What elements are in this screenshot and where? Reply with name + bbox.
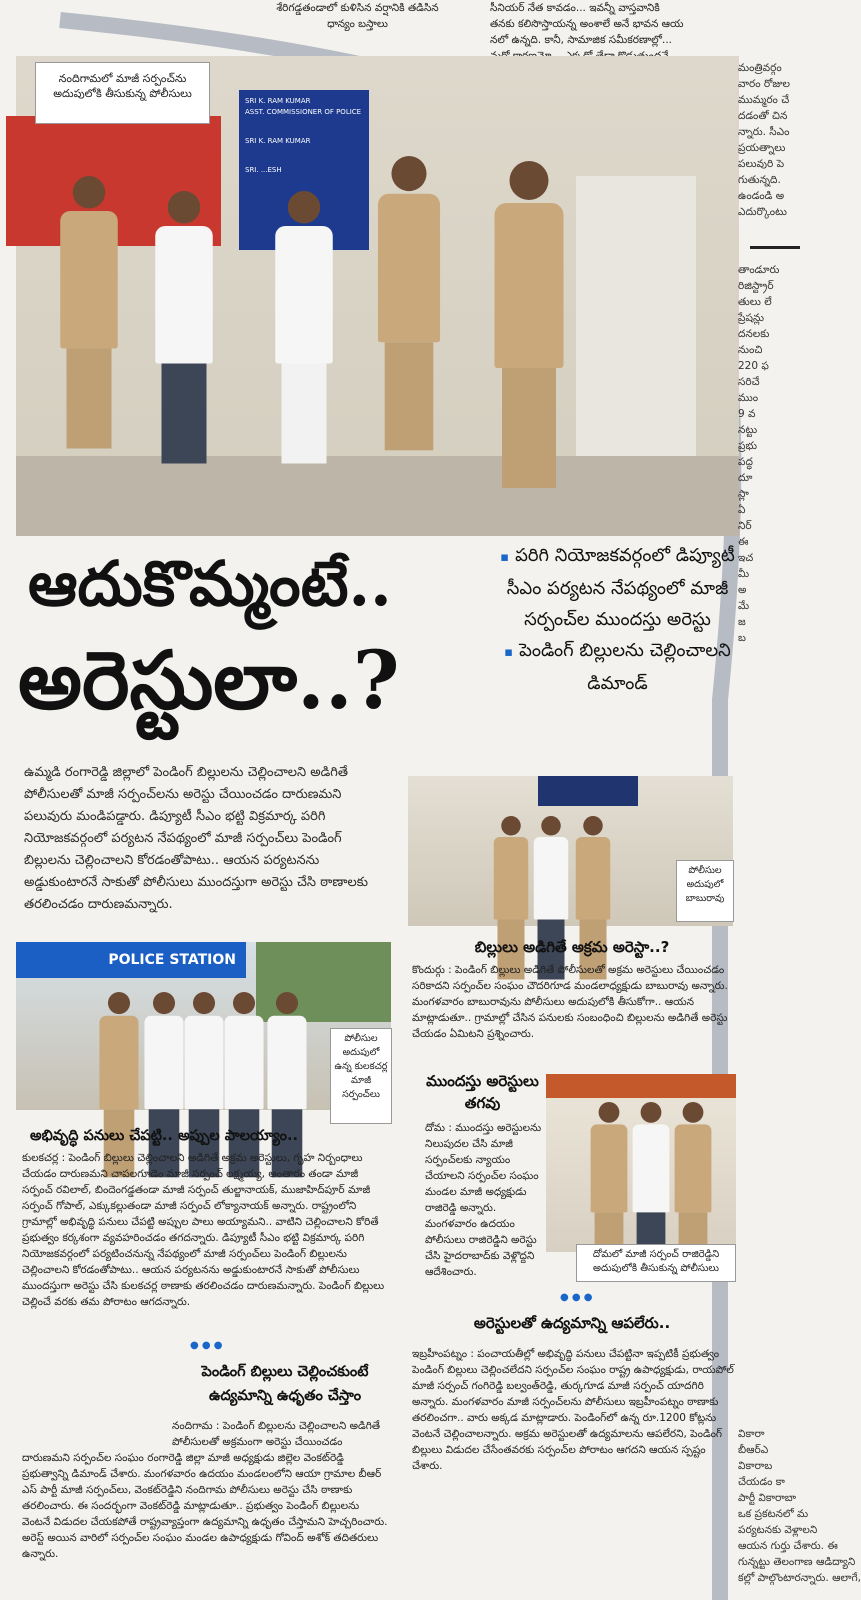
floor (16, 456, 739, 536)
person-white-shirt-2 (275, 191, 333, 464)
nandigama-body (22, 1368, 390, 1562)
highlights (500, 540, 735, 699)
name-board: SRI K. RAM KUMAR ASST. COMMISSIONER OF POLICE SRI K. RAM KUMAR SRI. ...ESH (239, 90, 369, 250)
main-photo (16, 56, 739, 536)
right-column-top (738, 60, 800, 220)
doma-body: దోమ : ముందస్తు అరెస్టులను నిలుపుదల చేసి మాజీ సర్పంచ్‌లకు న్యాయం చేయాలని సర్పంచ్‌ల సంఘం మండల మాజీ అధ్యక్షుడు రాజిరెడ్డి అన్నారు. మంగళవారం ఉదయం పోలీసులు రాజిరెడ్డిని అరెస్టు చేసి హైదరాబాద్‌కు వెళ్లొద్దని ఆదేశించారు. (425, 1122, 542, 1278)
right-column-line: నుంచి (738, 344, 763, 356)
right-column-line: చేయడం కా (738, 1476, 785, 1488)
right-column-line: వికారాబ (738, 1460, 773, 1472)
right-column-line: తులు లే (738, 296, 772, 308)
right-column-line: ప్రేషన్లు (738, 312, 764, 324)
right-column-line: మంత్రివర్గం (738, 62, 782, 74)
right-column-line: పద్ధ (738, 456, 753, 468)
headline-line-1: ఆదుకొమ్మంటే.. (28, 547, 392, 620)
lead-paragraph: ఉమ్మడి రంగారెడ్డి జిల్లాలో పెండింగ్ బిల్లులను చెల్లించాలని అడిగితే పోలీసులతో మాజీ సర్పంచ్‌లను అరెస్టు చేయించడం దారుణమని పలువురు మండిపడ్డారు. డిప్యూటీ సీఎం భట్టి విక్రమార్క పరిగి నియోజకవర్గంలో పర్యటన నేపథ్యంలో మాజీ సర్పంచ్‌లు పెండింగ్ బిల్లులను చెల్లించాలని కోరడంతోపాటు.. ఆయన పర్యటనను అడ్డుకుంటారనే సాకుతో పోలీసులు ముందస్తుగా అరెస్టు చేసి ఠాణాలకు తరలించడం దారుణమన్నారు. (24, 765, 368, 912)
dots-divider: ● ● ● (560, 1292, 593, 1303)
right-column-line: ఈ (738, 536, 749, 548)
right-column-line: న్నారు. సీఎం (738, 126, 790, 138)
right-column-line: ప్రయత్నాలు (738, 142, 786, 154)
right-column-line: పలువురి పె (738, 158, 785, 170)
top-right-line: నలో ఉన్నది. కానీ, సామాజిక సమీకరణాల్లో... (490, 34, 673, 46)
dots-divider: ● ● ● (190, 1340, 223, 1351)
right-column-line: తాండూరు (738, 264, 780, 276)
right-column-line: ఇచ (738, 552, 754, 564)
person-white-shirt-1 (155, 191, 213, 464)
highlight-1: ▪ పరిగి నియోజకవర్గంలో డిప్యూటీ సీఎం పర్యటన నేపథ్యంలో మాజీ సర్పంచ్‌ల ముందస్తు అరెస్టు (500, 545, 735, 630)
right-column-line: బీఆర్ఎ (738, 1444, 769, 1456)
doma-photo (546, 1074, 736, 1252)
right-column-line: పర్యటనకు వెళ్లాలని (738, 1524, 818, 1536)
right-column-line: ఆయన గుర్తు చేశారు. ఈ (738, 1540, 838, 1552)
column-rule (750, 246, 800, 249)
ibrahimpatnam-body: ఇబ్రహీంపట్నం : పంచాయతీల్లో అభివృద్ధి పనులు చేపట్టినా ఇప్పటికీ ప్రభుత్వం పెండింగ్ బిల్లులు చెల్లించలేదని సర్పంచ్‌ల సంఘం రాష్ట్ర ఉపాధ్యక్షుడు, రాయపోల్ మాజీ సర్పంచ్ గంగిరెడ్డి బల్వంత్‌రెడ్డి, తుర్కగూడ మాజీ సర్పంచ్ యాదగిరి అన్నారు. మంగళవారం మాజీ సర్పంచ్‌లను పోలీసులు ఇబ్రహీంపట్నం ఠాణాకు తరలించగా.. వారు అక్కడ మాట్లాడారు. పెండింగ్‌లో ఉన్న రూ.1200 కోట్లను వెంటనే చెల్లించాలన్నారు. అక్రమ అరెస్టులతో ఉద్యమాలను ఆపలేరని, పెండింగ్ బిల్లులు విడుదల చేసేంతవరకు సర్పంచ్‌ల పోరాటం ఆగదని ఆయన స్పష్టం చేశారు. (412, 1348, 734, 1472)
right-column-line: గుతున్నది. (738, 174, 781, 186)
square-bullet-icon: ▪ (500, 550, 510, 565)
doma-photo-caption: దోమలో మాజీ సర్పంచ్ రాజిరెడ్డిని అదుపులోకి తీసుకున్న పోలీసులు (576, 1244, 736, 1282)
right-column-mid (738, 262, 800, 646)
right-column-line: వారం రోజుల (738, 78, 790, 90)
police-station-sign: POLICE STATION (16, 942, 246, 978)
main-photo-caption: నందిగామలో మాజీ సర్పంచ్‌ను అదుపులోకి తీసుకున్న పోలీసులు (35, 62, 210, 124)
ibrahimpatnam-title: అరెస్టులతో ఉద్యమాన్ని ఆపలేరు.. (473, 1314, 671, 1332)
title-float-spacer-left (22, 1368, 172, 1448)
top-right-line: తనకు కలిసొస్తాయన్న అంశాలే అనే భావన ఆయ (490, 18, 684, 30)
police-officer-2 (378, 156, 440, 450)
kulkacharla-body: కులకచర్ల : పెండింగ్ బిల్లులు చెల్లించాలని అడిగితే అక్రమ అరెస్టులు, గృహ నిర్బంధాలు చేయడం దారుణమని చాపలగూడెం మాజీ సర్పంచ్ లక్ష్మయ్య, అంతారం తండా మాజీ సర్పంచ్ రవిలాల్, బిందెంగడ్డతండా మాజీ సర్పంచ్ తుల్జానాయక్, ముజాహిద్‌పూర్ మాజీ సర్పంచ్ గోపాల్, ఎక్కుకల్లుతండా మాజీ సర్పంచ్ లోక్యానాయక్ అన్నారు. రాష్ట్రంలోని గ్రామాల్లో అభివృద్ధి పనులు చేపట్టి అప్పుల పాలు అయ్యామని.. వాటిని చెల్లించాలని కోరితే ప్రభుత్వం కర్కశంగా వ్యవహరించడం తగదన్నారు. డిప్యూటీ సీఎం భట్టి విక్రమార్క పరిగి నియోజకవర్గంలో పర్యటించనున్న నేపథ్యంలో మాజీ సర్పంచ్‌లు పెండింగ్ బిల్లులను చెల్లించాలని కోరడంతోపాటు.. ఆయన పర్యటనను అడ్డుకుంటారనే సాకుతో పోలీసులు ముందస్తుగా అరెస్టు చేసి కులకచర్ల ఠాణాకు తరలించడం దారుణమన్నారు. పెండింగ్ బిల్లులు చెల్లించే వరకు తమ పోరాటం ఆగదన్నారు. (22, 1152, 385, 1308)
right-column-line: అ (738, 584, 747, 596)
kondurgu-title: బిల్లులు అడిగితే అక్రమ అరెస్టా..? (474, 938, 670, 956)
right-column-line: ముం (738, 392, 759, 404)
top-right-line: సీనియర్ నేత కావడం... ఇవన్నీ వాస్తవానికి (490, 2, 660, 14)
right-column-line: ప్రభు (738, 440, 757, 452)
right-column-line: దడంతో చిన (738, 110, 788, 122)
right-column-line: జ (738, 616, 746, 628)
right-column-line: బ (738, 632, 746, 644)
right-column-bottom (738, 1426, 861, 1586)
right-column-line: ఎదుర్కొంటు (738, 206, 787, 218)
top-left-caption: శేరిగడ్డతండాలో కుళిసిన వర్షానికి తడిసిన ధాన్యం బస్తాలు (276, 2, 439, 30)
nandigama-body-text: నందిగామ : పెండింగ్ బిల్లులను చెల్లించాలని అడిగితే పోలీసులతో అక్రమంగా అరెస్టు చేయించడం దారుణమని సర్పంచ్‌ల సంఘం రంగారెడ్డి జిల్లా మాజీ అధ్యక్షుడు జిల్లెల వెంకట్‌రెడ్డి ప్రభుత్వాన్ని డిమాండ్ చేశారు. మంగళవారం ఉదయం మండలంలోని ఆయా గ్రామాల బీఆర్ ఎస్ పార్టీ మాజీ సర్పంచ్‌లు, వెంకట్‌రెడ్డిని నందిగామ పోలీసులు అరెస్టు చేసి ఠాణాకు తరలించారు. ఈ సందర్భంగా వెంకట్‌రెడ్డి మాట్లాడుతూ.. ప్రభుత్వం పెండింగ్ బిల్లులను వెంటనే విడుదల చేయకపోతే రాష్ట్రవ్యాప్తంగా ఉద్యమాన్ని ఉధృతం చేస్తామని హెచ్చరించారు. అరెస్ట్ అయిన వారిలో సర్పంచ్‌ల సంఘం మండల ఉపాధ్యక్షుడు గోవింద్ అశోక్ తదితరులు ఉన్నారు. (22, 1420, 388, 1560)
doma-title: ముందస్తు అరెస్టులు తగవు (426, 1072, 539, 1112)
right-column-line: నిర్ (738, 520, 752, 532)
right-column-line: ముమ్మరం చే (738, 94, 790, 106)
station-sign (538, 776, 638, 806)
kulkacharla-photo-caption: పోలీసుల అదుపులో ఉన్న కులకచర్ల మాజీ సర్పంచ్‌లు (330, 1028, 392, 1124)
building-roof (546, 1074, 736, 1098)
right-column-line: గున్నట్టు తెలంగాణ ఆడిద్యాని (738, 1556, 856, 1568)
right-column-line: దనలకు (738, 328, 770, 340)
title-float-spacer-right (175, 1368, 390, 1418)
highlight-2: ▪ పెండింగ్ బిల్లులను చెల్లించాలని డిమాండ్ (504, 640, 731, 694)
right-column-line: కల్లో పాల్గొంటారన్నారు. ఆలాగే, (738, 1572, 861, 1584)
police-officer-3 (495, 161, 564, 488)
headline-line-2: అరెస్టులా..? (18, 633, 400, 727)
right-column-line: ఒక ప్రకటనలో మ (738, 1508, 809, 1520)
right-column-line: మే (738, 600, 750, 612)
police-officer-1 (60, 176, 118, 449)
right-column-line: స్లా (738, 488, 749, 500)
nandigama-title: పెండింగ్ బిల్లులు చెల్లించకుంటే ఉద్యమాన్ని ఉధృతం చేస్తాం (201, 1364, 369, 1404)
right-column-line: మీ (738, 568, 750, 580)
kondurgu-photo-caption: పోలీసుల అదుపులో బాబురావు (676, 860, 734, 922)
right-column-line: నట్టు (738, 424, 758, 436)
kulkacharla-title: అభివృద్ధి పనులు చేపట్టి.. అప్పుల పాలయ్యాం.. (30, 1128, 298, 1144)
square-bullet-icon: ▪ (504, 645, 514, 660)
right-column-line: రిజిస్ట్రార్ (738, 280, 774, 292)
right-column-line: దూ (738, 472, 753, 484)
door (576, 176, 696, 476)
right-column-line: పార్టీ వికారాబా (738, 1492, 797, 1504)
right-column-line: 9 వ (738, 408, 756, 420)
right-column-line: ఉండండి అ (738, 190, 785, 202)
right-column-line: సరిచే (738, 376, 760, 388)
right-column-line: 220 ఫ (738, 360, 769, 372)
kondurgu-body: కొందుర్గు : పెండింగ్ బిల్లులు అడిగితే పోలీసులతో అక్రమ అరెస్టులు చేయించడం సరికాదని సర్పంచ్‌ల సంఘం చౌదరిగూడ మండలాధ్యక్షుడు బాబురావు అన్నారు. మంగళవారం బాబురావును పోలీసులు అదుపులోకి తీసుకోగా.. ఆయన మాట్లాడుతూ.. గ్రామాల్లో చేసిన పనులకు సంబంధించి బిల్లులను అడిగితే అరెస్టు చేయడం ఏమిటని ప్రశ్నించారు. (412, 964, 728, 1040)
right-column-line: ఏ (738, 504, 746, 516)
right-column-line: వికారా (738, 1428, 765, 1440)
